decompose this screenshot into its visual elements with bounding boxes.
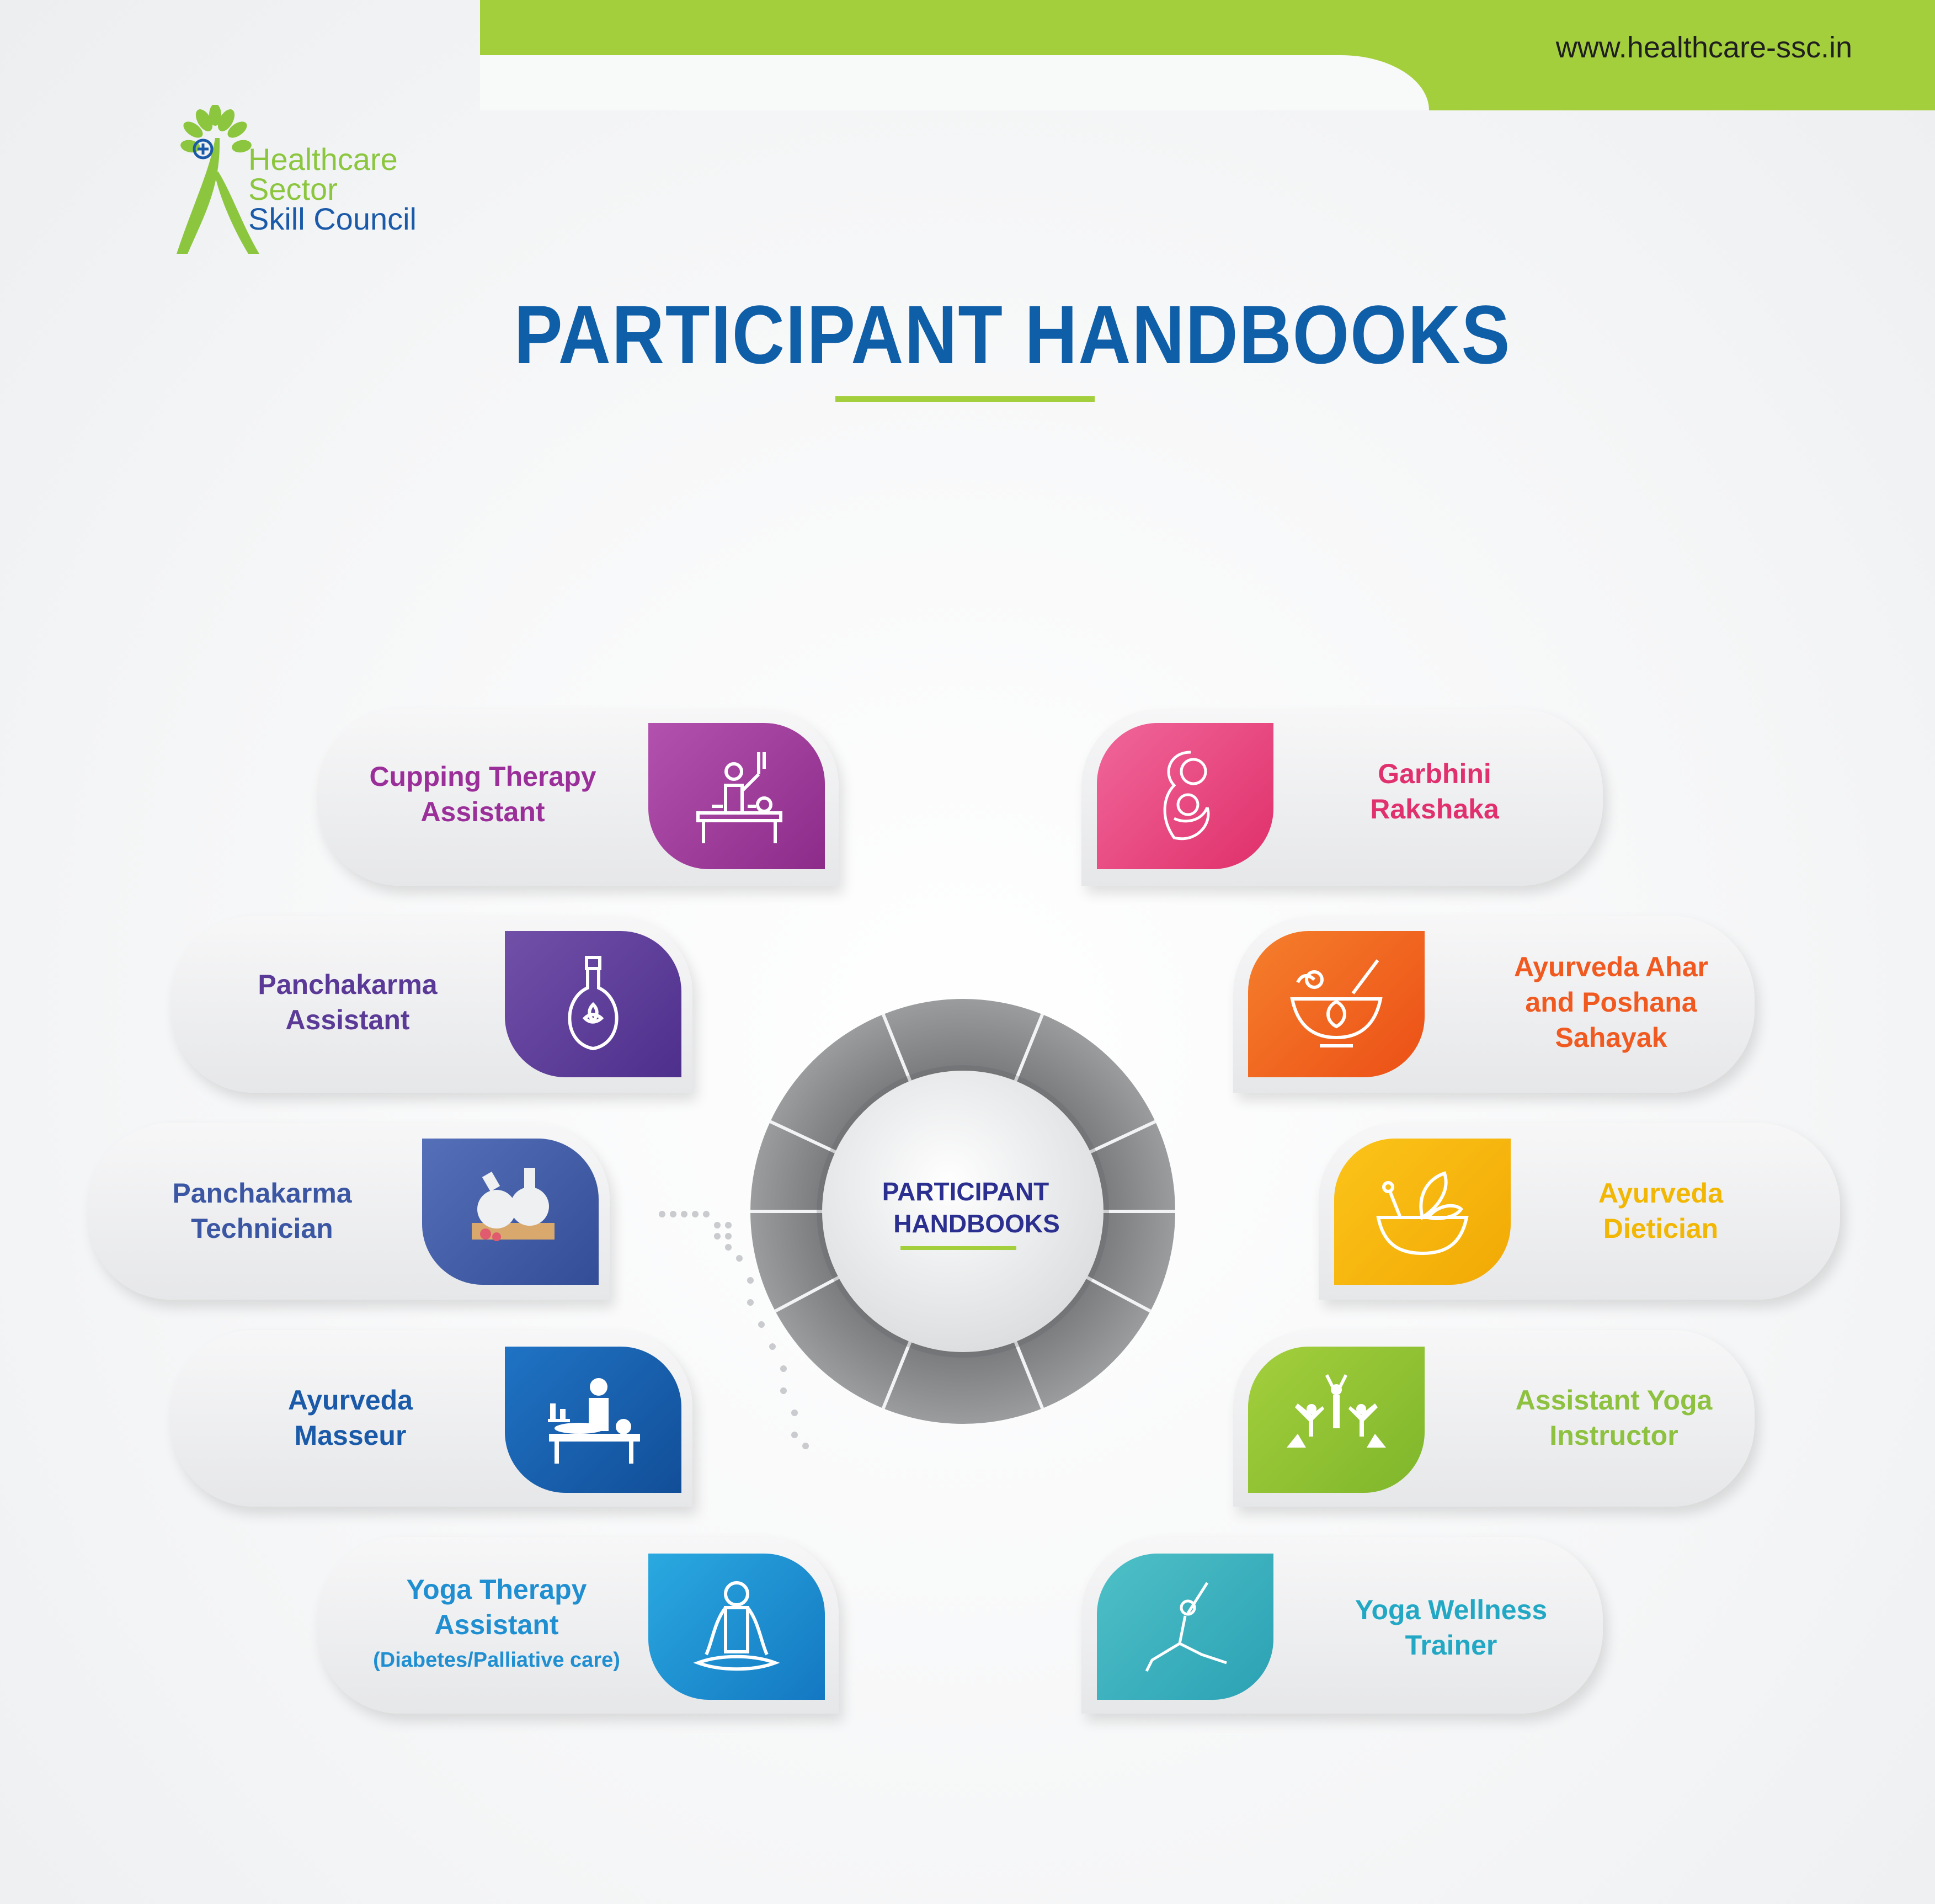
card-label-line2: Instructor — [1549, 1420, 1678, 1451]
massage-icon — [538, 1365, 648, 1475]
cupping-therapy-icon — [681, 741, 792, 852]
logo-text — [248, 142, 417, 236]
card-label — [1523, 1176, 1799, 1246]
card-label-line1: Panchakarma — [172, 1178, 352, 1209]
card-label-line2: Rakshaka — [1370, 794, 1499, 825]
card-label-line1: Ayurveda — [287, 1385, 413, 1416]
card-label-line1: Panchakarma — [258, 969, 438, 1000]
card-label-line2: and Poshana — [1525, 987, 1697, 1018]
card-label-line1: Yoga Therapy — [406, 1574, 587, 1605]
mortar-leaf-icon — [1367, 1157, 1478, 1267]
card-label-line2: Masseur — [294, 1420, 407, 1451]
tile-massage — [505, 1347, 681, 1493]
hub-underline — [900, 1246, 1016, 1250]
card-label-line3: (Diabetes/Palliative care) — [373, 1648, 620, 1672]
card-label-line3: Sahayak — [1555, 1022, 1667, 1053]
title-underline — [835, 396, 1095, 402]
herbal-pouch-icon — [455, 1157, 566, 1267]
tile-oil — [505, 931, 681, 1077]
tile-meditation — [648, 1554, 825, 1700]
card-label-line1: Garbhini — [1378, 758, 1491, 789]
header-band-curve — [480, 55, 1429, 110]
logo-line-sector: Sector — [248, 172, 338, 206]
card-label-line2: Assistant — [420, 796, 545, 827]
card-label-line2: Dietician — [1603, 1213, 1719, 1244]
website-url[interactable]: www.healthcare-ssc.in — [1555, 31, 1852, 64]
logo-line-skill-council: Skill Council — [248, 201, 417, 236]
hub-title-line1: PARTICIPANT — [882, 1177, 1049, 1206]
tile-mortar-leaf — [1334, 1139, 1511, 1285]
page-title: PARTICIPANT HANDBOOKS — [514, 288, 1511, 381]
card-label — [1473, 949, 1749, 1055]
card-label — [124, 1176, 400, 1246]
yoga-group-icon — [1281, 1365, 1392, 1475]
meditation-icon — [681, 1572, 792, 1682]
card-label-line2: Technician — [191, 1213, 333, 1244]
oil-bottle-icon — [538, 949, 648, 1060]
card-label-line2: Assistant — [434, 1609, 559, 1640]
card-label-line1: Assistant Yoga — [1515, 1385, 1713, 1416]
card-label — [212, 1382, 488, 1453]
tile-herbal — [422, 1139, 599, 1285]
card-label — [353, 759, 612, 829]
card-label — [210, 967, 486, 1038]
tile-cupping — [648, 723, 825, 869]
hub-title — [850, 1176, 1081, 1240]
card-label-line1: Ayurveda Ahar — [1514, 951, 1708, 982]
card-label — [1470, 1382, 1757, 1453]
card-label-line2: Trainer — [1405, 1630, 1497, 1661]
tile-yoga-pose — [1097, 1554, 1273, 1700]
card-label-line1: Cupping Therapy — [369, 761, 596, 792]
logo-line-healthcare: Healthcare — [248, 142, 398, 177]
card-label-line1: Ayurveda — [1598, 1178, 1724, 1209]
mother-child-icon — [1130, 741, 1240, 852]
mortar-lotus-icon — [1281, 949, 1392, 1060]
card-label — [1297, 756, 1572, 827]
hub-title-line2: HANDBOOKS — [893, 1209, 1060, 1238]
tile-mother — [1097, 723, 1273, 869]
tile-yoga-group — [1248, 1347, 1425, 1493]
tile-mortar-lotus — [1248, 931, 1425, 1077]
yoga-pose-icon — [1130, 1572, 1240, 1682]
card-label — [1313, 1592, 1589, 1663]
card-label — [345, 1572, 648, 1678]
card-label-line2: Assistant — [285, 1004, 410, 1035]
card-label-line1: Yoga Wellness — [1355, 1594, 1548, 1625]
